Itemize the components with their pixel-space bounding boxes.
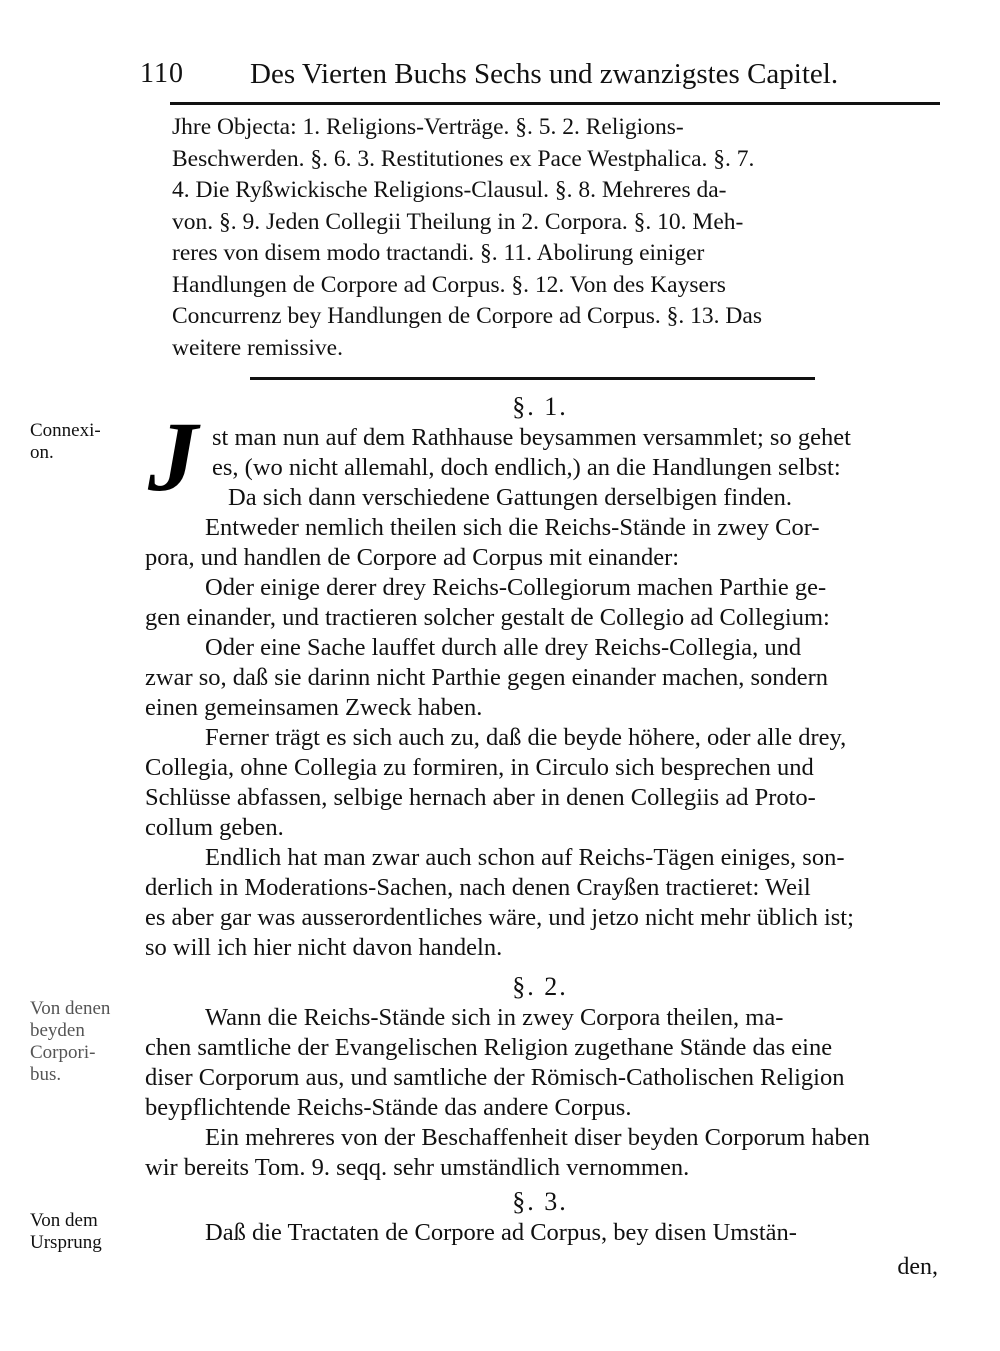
running-title: Des Vierten Buchs Sechs und zwanzigstes Capitel. — [250, 58, 839, 90]
margin-note-line: Corpori- — [30, 1042, 96, 1063]
summary-line: 4. Die Ryßwickische Religions-Clausul. §. 8. Mehreres da- — [172, 177, 727, 203]
margin-note-line: Von denen — [30, 998, 111, 1019]
margin-note-line: Connexi- — [30, 420, 101, 441]
body-line: beypflichtende Reichs-Stände das andere Corpus. — [145, 1094, 632, 1121]
body-line: Endlich hat man zwar auch schon auf Reichs-Tägen einiges, son- — [205, 844, 845, 871]
body-line: collum geben. — [145, 814, 284, 841]
margin-note-ursprung — [30, 1210, 130, 1254]
body-line: Collegia, ohne Collegia zu formiren, in Circulo sich besprechen und — [145, 754, 814, 781]
summary-line: weitere remissive. — [172, 334, 343, 361]
body-line: Da sich dann verschiedene Gattungen derselbigen finden. — [228, 484, 792, 511]
section-mark-2: §. 2. — [512, 972, 568, 1001]
margin-note-connexion — [30, 420, 130, 464]
body-line: Entweder nemlich theilen sich die Reichs-Stände in zwey Cor- — [205, 514, 820, 541]
body-line: Oder einige derer drey Reichs-Collegiorum machen Parthie ge- — [205, 574, 827, 601]
body-line: es aber gar was ausserordentliches wäre, und jetzo nicht mehr üblich ist; — [145, 904, 854, 931]
body-line: zwar so, daß sie darinn nicht Parthie gegen einander machen, sondern — [145, 664, 829, 691]
summary-line: von. §. 9. Jeden Collegii Theilung in 2. Corpora. §. 10. Meh- — [172, 208, 744, 235]
section-2-body — [145, 1003, 937, 1183]
margin-note-corporibus — [30, 998, 130, 1086]
section-1-opening — [212, 423, 937, 513]
body-line: Wann die Reichs-Stände sich in zwey Corpora theilen, ma- — [205, 1004, 784, 1031]
page-number: 110 — [140, 58, 184, 89]
body-line: Ein mehreres von der Beschaffenheit diser beyden Corporum haben — [205, 1124, 870, 1151]
summary-rule — [250, 377, 815, 380]
body-line: diser Corporum aus, und samtliche der Römisch-Catholischen Religion — [145, 1064, 845, 1091]
summary-line: Concurrenz bey Handlungen de Corpore ad Corpus. §. 13. Das — [172, 303, 762, 329]
section-mark-3: §. 3. — [512, 1187, 568, 1216]
margin-note-line: beyden — [30, 1020, 85, 1041]
body-line: Oder eine Sache lauffet durch alle drey Reichs-Collegia, und — [205, 634, 802, 661]
body-line: st man nun auf dem Rathhause beysammen versammlet; so gehet — [212, 424, 851, 451]
catchword: den, — [897, 1254, 938, 1280]
summary-line: Jhre Objecta: 1. Religions-Verträge. §. 5. 2. Religions- — [172, 114, 684, 140]
body-line: Daß die Tractaten de Corpore ad Corpus, bey disen Umstän- — [205, 1219, 797, 1246]
drop-initial: J — [148, 401, 198, 512]
body-line: Ferner trägt es sich auch zu, daß die beyde höhere, oder alle drey, — [205, 724, 847, 751]
margin-note-line: on. — [30, 442, 54, 463]
body-line: derlich in Moderations-Sachen, nach denen Crayßen tractieret: Weil — [145, 874, 811, 901]
section-mark-1: §. 1. — [512, 392, 568, 421]
header-rule — [170, 102, 940, 105]
margin-note-line: bus. — [30, 1064, 62, 1085]
summary-line: Handlungen de Corpore ad Corpus. §. 12. Von des Kaysers — [172, 271, 726, 298]
margin-note-line: Von dem — [30, 1210, 98, 1231]
section-3-body — [145, 1218, 937, 1248]
page-header — [140, 58, 940, 98]
chapter-summary — [172, 112, 937, 364]
summary-line: reres von disem modo tractandi. §. 11. Abolirung einiger — [172, 240, 705, 266]
margin-note-line: Ursprung — [30, 1232, 102, 1253]
body-line: einen gemeinsamen Zweck haben. — [145, 694, 483, 721]
summary-line: Beschwerden. §. 6. 3. Restitutiones ex Pace Westphalica. §. 7. — [172, 145, 755, 172]
section-1-body — [145, 513, 937, 963]
body-line: gen einander, und tractieren solcher gestalt de Collegio ad Collegium: — [145, 604, 830, 631]
body-line: Schlüsse abfassen, selbige hernach aber in denen Collegiis ad Proto- — [145, 784, 816, 811]
body-line: chen samtliche der Evangelischen Religion zugethane Stände das eine — [145, 1034, 833, 1061]
body-line: pora, und handlen de Corpore ad Corpus mit einander: — [145, 544, 680, 571]
body-line: wir bereits Tom. 9. seqq. sehr umständlich vernommen. — [145, 1154, 690, 1181]
body-line: es, (wo nicht allemahl, doch endlich,) an die Handlungen selbst: — [212, 454, 841, 481]
body-line: so will ich hier nicht davon handeln. — [145, 934, 503, 961]
